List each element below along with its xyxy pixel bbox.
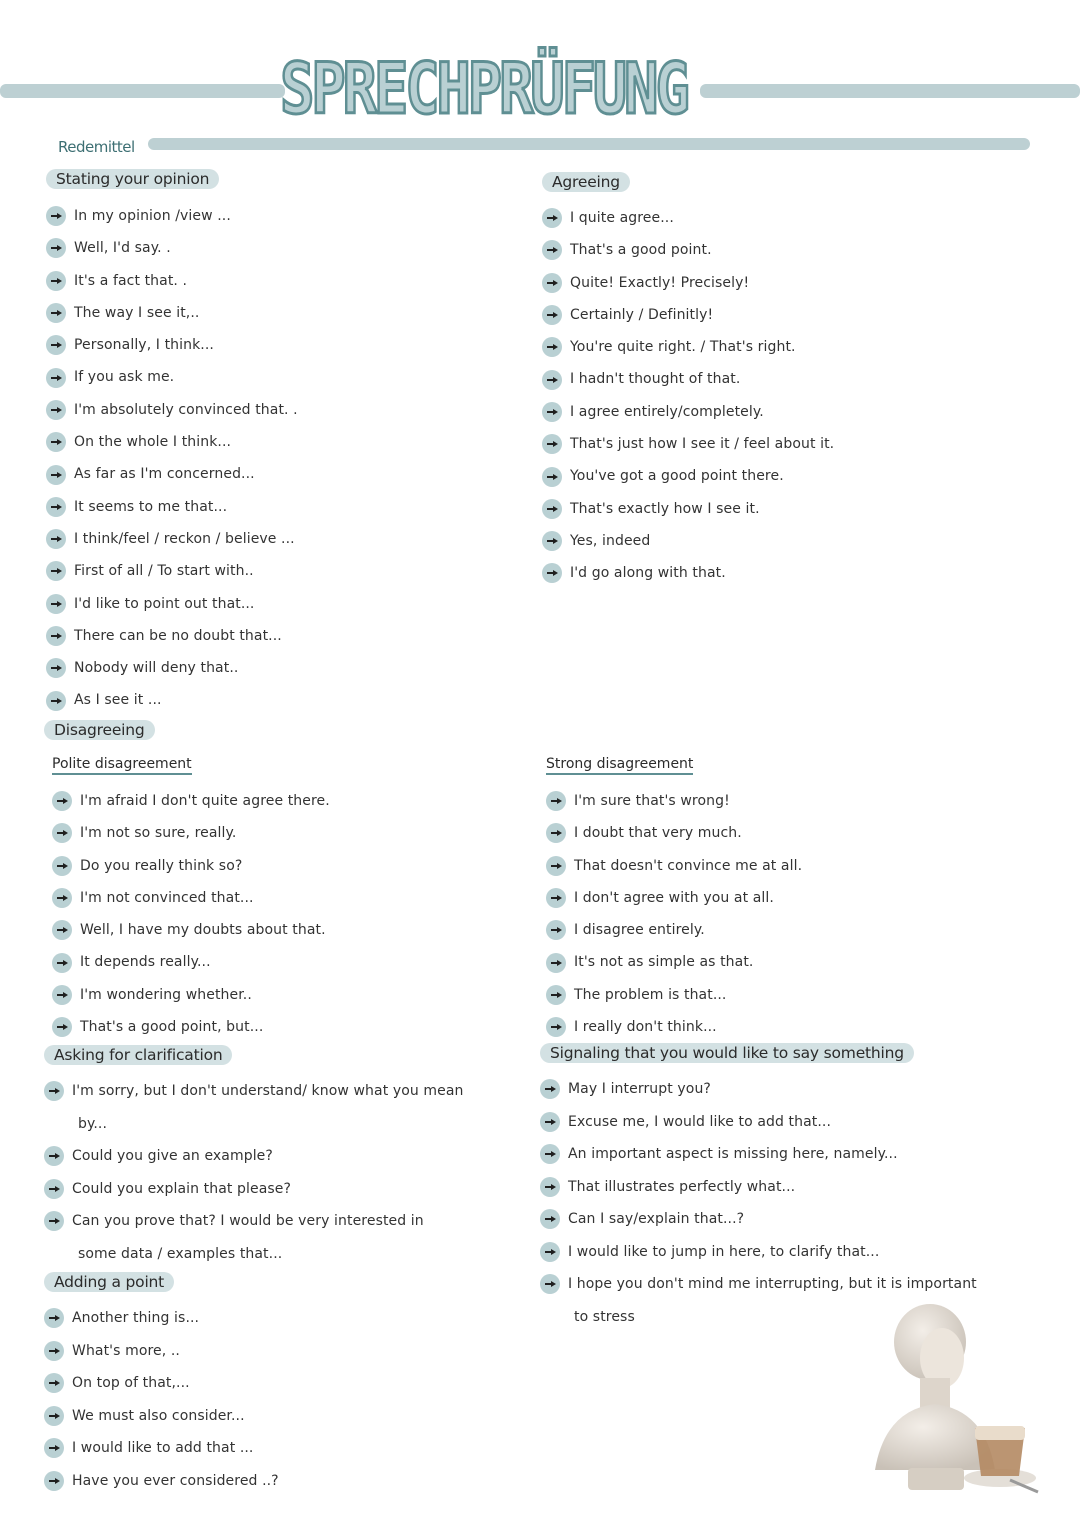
agreeing-item [542,460,1042,492]
agreeing-item-text: That's just how I see it / feel about it. [570,436,835,453]
agreeing-heading: Agreeing [542,172,630,192]
polite-item-text: That's a good point, but... [80,1019,264,1036]
strong-item-text: I disagree entirely. [574,922,705,939]
adding-item-text: Another thing is... [72,1310,200,1326]
stating-item [46,620,526,652]
polite-item-text: Well, I have my doubts about that. [80,922,326,939]
stating-item-text: I think/feel / reckon / believe ... [74,530,295,547]
arrow-bullet-icon [44,1081,64,1101]
page-subtitle: Redemittel [58,138,135,156]
arrow-bullet-icon [52,888,72,908]
polite-heading: Polite disagreement [52,756,192,775]
strong-item-text: It's not as simple as that. [574,954,754,971]
strong-item-text: I really don't think... [574,1019,717,1036]
arrow-bullet-icon [546,888,566,908]
arrow-bullet-icon [546,1017,566,1037]
adding-item [44,1302,524,1335]
arrow-bullet-icon [46,271,66,291]
adding-item-text: What's more, .. [72,1342,180,1359]
polite-item-text: I'm afraid I don't quite agree there. [80,793,330,809]
strong-item [546,850,1026,882]
arrow-bullet-icon [46,238,66,258]
signaling-item-text: I hope you don't mind me interrupting, but it is important [568,1276,977,1292]
stating-item-text: On the whole I think... [74,434,232,451]
strong-section [546,753,1026,1043]
adding-item [44,1400,524,1433]
stating-item [46,588,526,620]
agreeing-item-text: You're quite right. / That's right. [570,339,796,356]
bust-coffee-illustration [860,1300,1040,1500]
arrow-bullet-icon [542,208,562,228]
arrow-bullet-icon [542,305,562,325]
strong-item-text: I don't agree with you at all. [574,889,774,906]
signaling-item-text: I would like to jump in here, to clarify that... [568,1243,880,1260]
arrow-bullet-icon [542,337,562,357]
stating-item [46,394,526,426]
agreeing-item [542,428,1042,460]
strong-item-text: That doesn't convince me at all. [574,857,803,874]
arrow-bullet-icon [540,1144,560,1164]
arrow-bullet-icon [542,273,562,293]
arrow-bullet-icon [52,920,72,940]
agreeing-item-text: You've got a good point there. [570,468,784,485]
arrow-bullet-icon [546,823,566,843]
polite-item-text: Do you really think so? [80,857,243,874]
stating-item-text: First of all / To start with.. [74,563,254,580]
arrow-bullet-icon [546,953,566,973]
agreeing-item [542,396,1042,428]
adding-item-text: I would like to add that ... [72,1440,254,1456]
agreeing-item-text: I agree entirely/completely. [570,403,764,420]
arrow-bullet-icon [52,953,72,973]
clarification-list [44,1075,534,1270]
stating-item-text: As I see it ... [74,692,162,709]
arrow-bullet-icon [542,402,562,422]
stating-item [46,426,526,458]
clarification-item-continuation: by... [78,1115,108,1132]
strong-item [546,1011,1026,1043]
signaling-item [540,1138,1040,1171]
polite-item [52,914,532,946]
signaling-item [540,1106,1040,1139]
strong-item-text: I'm sure that's wrong! [574,793,730,809]
arrow-bullet-icon [46,658,66,678]
strong-item [546,882,1026,914]
arrow-bullet-icon [44,1341,64,1361]
agreeing-item-text: I'd go along with that. [570,565,726,582]
polite-item [52,946,532,978]
bust-base [908,1468,964,1490]
signaling-item-text: Excuse me, I would like to add that... [568,1113,831,1130]
clarification-item-text: Could you explain that please? [72,1180,292,1197]
arrow-bullet-icon [542,240,562,260]
signaling-item-text: An important aspect is missing here, namely... [568,1146,898,1162]
agreeing-item-text: That's exactly how I see it. [570,500,760,517]
polite-item-text: I'm not convinced that... [80,889,254,906]
arrow-bullet-icon [546,920,566,940]
signaling-item [540,1073,1040,1106]
arrow-bullet-icon [542,531,562,551]
stating-item [46,329,526,361]
arrow-bullet-icon [46,497,66,517]
arrow-bullet-icon [44,1211,64,1231]
arrow-bullet-icon [46,594,66,614]
arrow-bullet-icon [44,1438,64,1458]
stating-heading: Stating your opinion [46,169,219,189]
stating-item-text: Personally, I think... [74,337,214,354]
stating-item-text: In my opinion /view ... [74,208,231,224]
adding-item [44,1335,524,1368]
arrow-bullet-icon [46,465,66,485]
adding-item-text: We must also consider... [72,1407,245,1424]
adding-item [44,1465,524,1498]
agreeing-item-text: Quite! Exactly! Precisely! [570,274,750,291]
clarification-heading: Asking for clarification [44,1045,232,1065]
agreeing-item-text: Certainly / Definitly! [570,306,714,323]
arrow-bullet-icon [540,1274,560,1294]
signaling-item-text: Can I say/explain that...? [568,1211,745,1227]
arrow-bullet-icon [52,856,72,876]
signaling-item [540,1203,1040,1236]
strong-item [546,946,1026,978]
arrow-bullet-icon [52,985,72,1005]
agreeing-item [542,363,1042,395]
arrow-bullet-icon [46,335,66,355]
stating-item [46,297,526,329]
arrow-bullet-icon [546,856,566,876]
stating-list [46,200,526,717]
polite-item [52,882,532,914]
signaling-list [540,1073,1040,1333]
clarification-item-continuation: some data / examples that... [78,1245,283,1262]
signaling-section [540,1043,1040,1333]
header-bar-left [0,84,285,98]
stating-item-text: It's a fact that. . [74,272,188,289]
strong-list [546,785,1026,1043]
adding-item-text: On top of that,... [72,1375,190,1391]
polite-item [52,850,532,882]
stating-item-text: There can be no doubt that... [74,627,282,644]
signaling-item-continuation: to stress [574,1308,635,1325]
arrow-bullet-icon [52,1017,72,1037]
arrow-bullet-icon [540,1209,560,1229]
clarification-item [44,1205,534,1238]
arrow-bullet-icon [52,791,72,811]
clarification-item [44,1140,534,1173]
arrow-bullet-icon [540,1177,560,1197]
agreeing-item [542,267,1042,299]
polite-item [52,817,532,849]
adding-section [44,1272,524,1497]
arrow-bullet-icon [540,1112,560,1132]
agreeing-item-text: That's a good point. [570,242,712,259]
signaling-item [540,1268,1040,1301]
strong-item [546,817,1026,849]
arrow-bullet-icon [46,368,66,388]
adding-item [44,1367,524,1400]
arrow-bullet-icon [546,791,566,811]
adding-item-text: Have you ever considered ..? [72,1472,279,1489]
clarification-item-text: Can you prove that? I would be very interested in [72,1213,424,1229]
agreeing-item-text: I hadn't thought of that. [570,371,741,388]
polite-item [52,1011,532,1043]
arrow-bullet-icon [44,1146,64,1166]
stating-item [46,458,526,490]
stating-item-text: If you ask me. [74,369,175,386]
arrow-bullet-icon [46,432,66,452]
arrow-bullet-icon [46,303,66,323]
polite-section [52,753,532,1043]
stating-item-text: As far as I'm concerned... [74,466,255,483]
arrow-bullet-icon [46,206,66,226]
agreeing-item [542,525,1042,557]
clarification-item [44,1075,534,1108]
disagreeing-section [44,720,155,740]
strong-item [546,979,1026,1011]
stating-item [46,232,526,264]
stating-item [46,491,526,523]
subtitle-bar [148,138,1030,150]
arrow-bullet-icon [540,1079,560,1099]
arrow-bullet-icon [542,563,562,583]
agreeing-item-text: Yes, indeed [570,532,651,549]
stating-item-text: The way I see it,.. [74,304,200,321]
arrow-bullet-icon [540,1242,560,1262]
polite-list [52,785,532,1043]
stating-item-text: I'm absolutely convinced that. . [74,401,298,418]
arrow-bullet-icon [46,400,66,420]
arrow-bullet-icon [546,985,566,1005]
arrow-bullet-icon [44,1308,64,1328]
stating-item [46,200,526,232]
clarification-item-text: I'm sorry, but I don't understand/ know what you mean [72,1083,464,1099]
agreeing-list [542,202,1042,590]
clarification-item [44,1173,534,1206]
coffee-foam [975,1426,1025,1440]
signaling-item [540,1236,1040,1269]
stating-item [46,555,526,587]
stating-item [46,652,526,684]
stating-item [46,361,526,393]
agreeing-item [542,557,1042,589]
stating-item [46,684,526,716]
signaling-heading: Signaling that you would like to say something [540,1043,914,1063]
adding-list [44,1302,524,1497]
arrow-bullet-icon [44,1179,64,1199]
strong-item [546,914,1026,946]
arrow-bullet-icon [44,1373,64,1393]
adding-item [44,1432,524,1465]
agreeing-section [542,172,1042,590]
strong-heading: Strong disagreement [546,756,693,775]
signaling-item [540,1171,1040,1204]
agreeing-item [542,299,1042,331]
disagreeing-heading: Disagreeing [44,720,155,740]
arrow-bullet-icon [46,561,66,581]
polite-item-text: I'm not so sure, really. [80,825,237,842]
strong-item [546,785,1026,817]
clarification-item-text: Could you give an example? [72,1148,273,1164]
strong-item-text: I doubt that very much. [574,825,742,842]
header-bar-right [700,84,1080,98]
signaling-item-text: May I interrupt you? [568,1081,711,1097]
stating-item [46,265,526,297]
arrow-bullet-icon [542,467,562,487]
polite-item-text: I'm wondering whether.. [80,986,252,1003]
clarification-section [44,1045,534,1270]
arrow-bullet-icon [46,691,66,711]
agreeing-item [542,234,1042,266]
polite-item [52,785,532,817]
polite-item-text: It depends really... [80,954,211,971]
agreeing-item [542,202,1042,234]
stating-item-text: Well, I'd say. . [74,240,171,257]
arrow-bullet-icon [52,823,72,843]
adding-heading: Adding a point [44,1272,174,1292]
arrow-bullet-icon [542,434,562,454]
agreeing-item-text: I quite agree... [570,210,674,226]
stating-item-text: I'd like to point out that... [74,595,255,612]
stating-item-text: Nobody will deny that.. [74,660,239,677]
agreeing-item [542,331,1042,363]
arrow-bullet-icon [46,529,66,549]
signaling-item-text: That illustrates perfectly what... [568,1178,796,1195]
arrow-bullet-icon [542,370,562,390]
stating-item [46,523,526,555]
polite-item [52,979,532,1011]
page-title: SPRECHPRÜFUNG [280,48,687,130]
agreeing-item [542,493,1042,525]
strong-item-text: The problem is that... [574,986,727,1003]
arrow-bullet-icon [44,1471,64,1491]
stating-section [46,169,526,717]
arrow-bullet-icon [542,499,562,519]
stating-item-text: It seems to me that... [74,498,228,515]
arrow-bullet-icon [46,626,66,646]
arrow-bullet-icon [44,1406,64,1426]
